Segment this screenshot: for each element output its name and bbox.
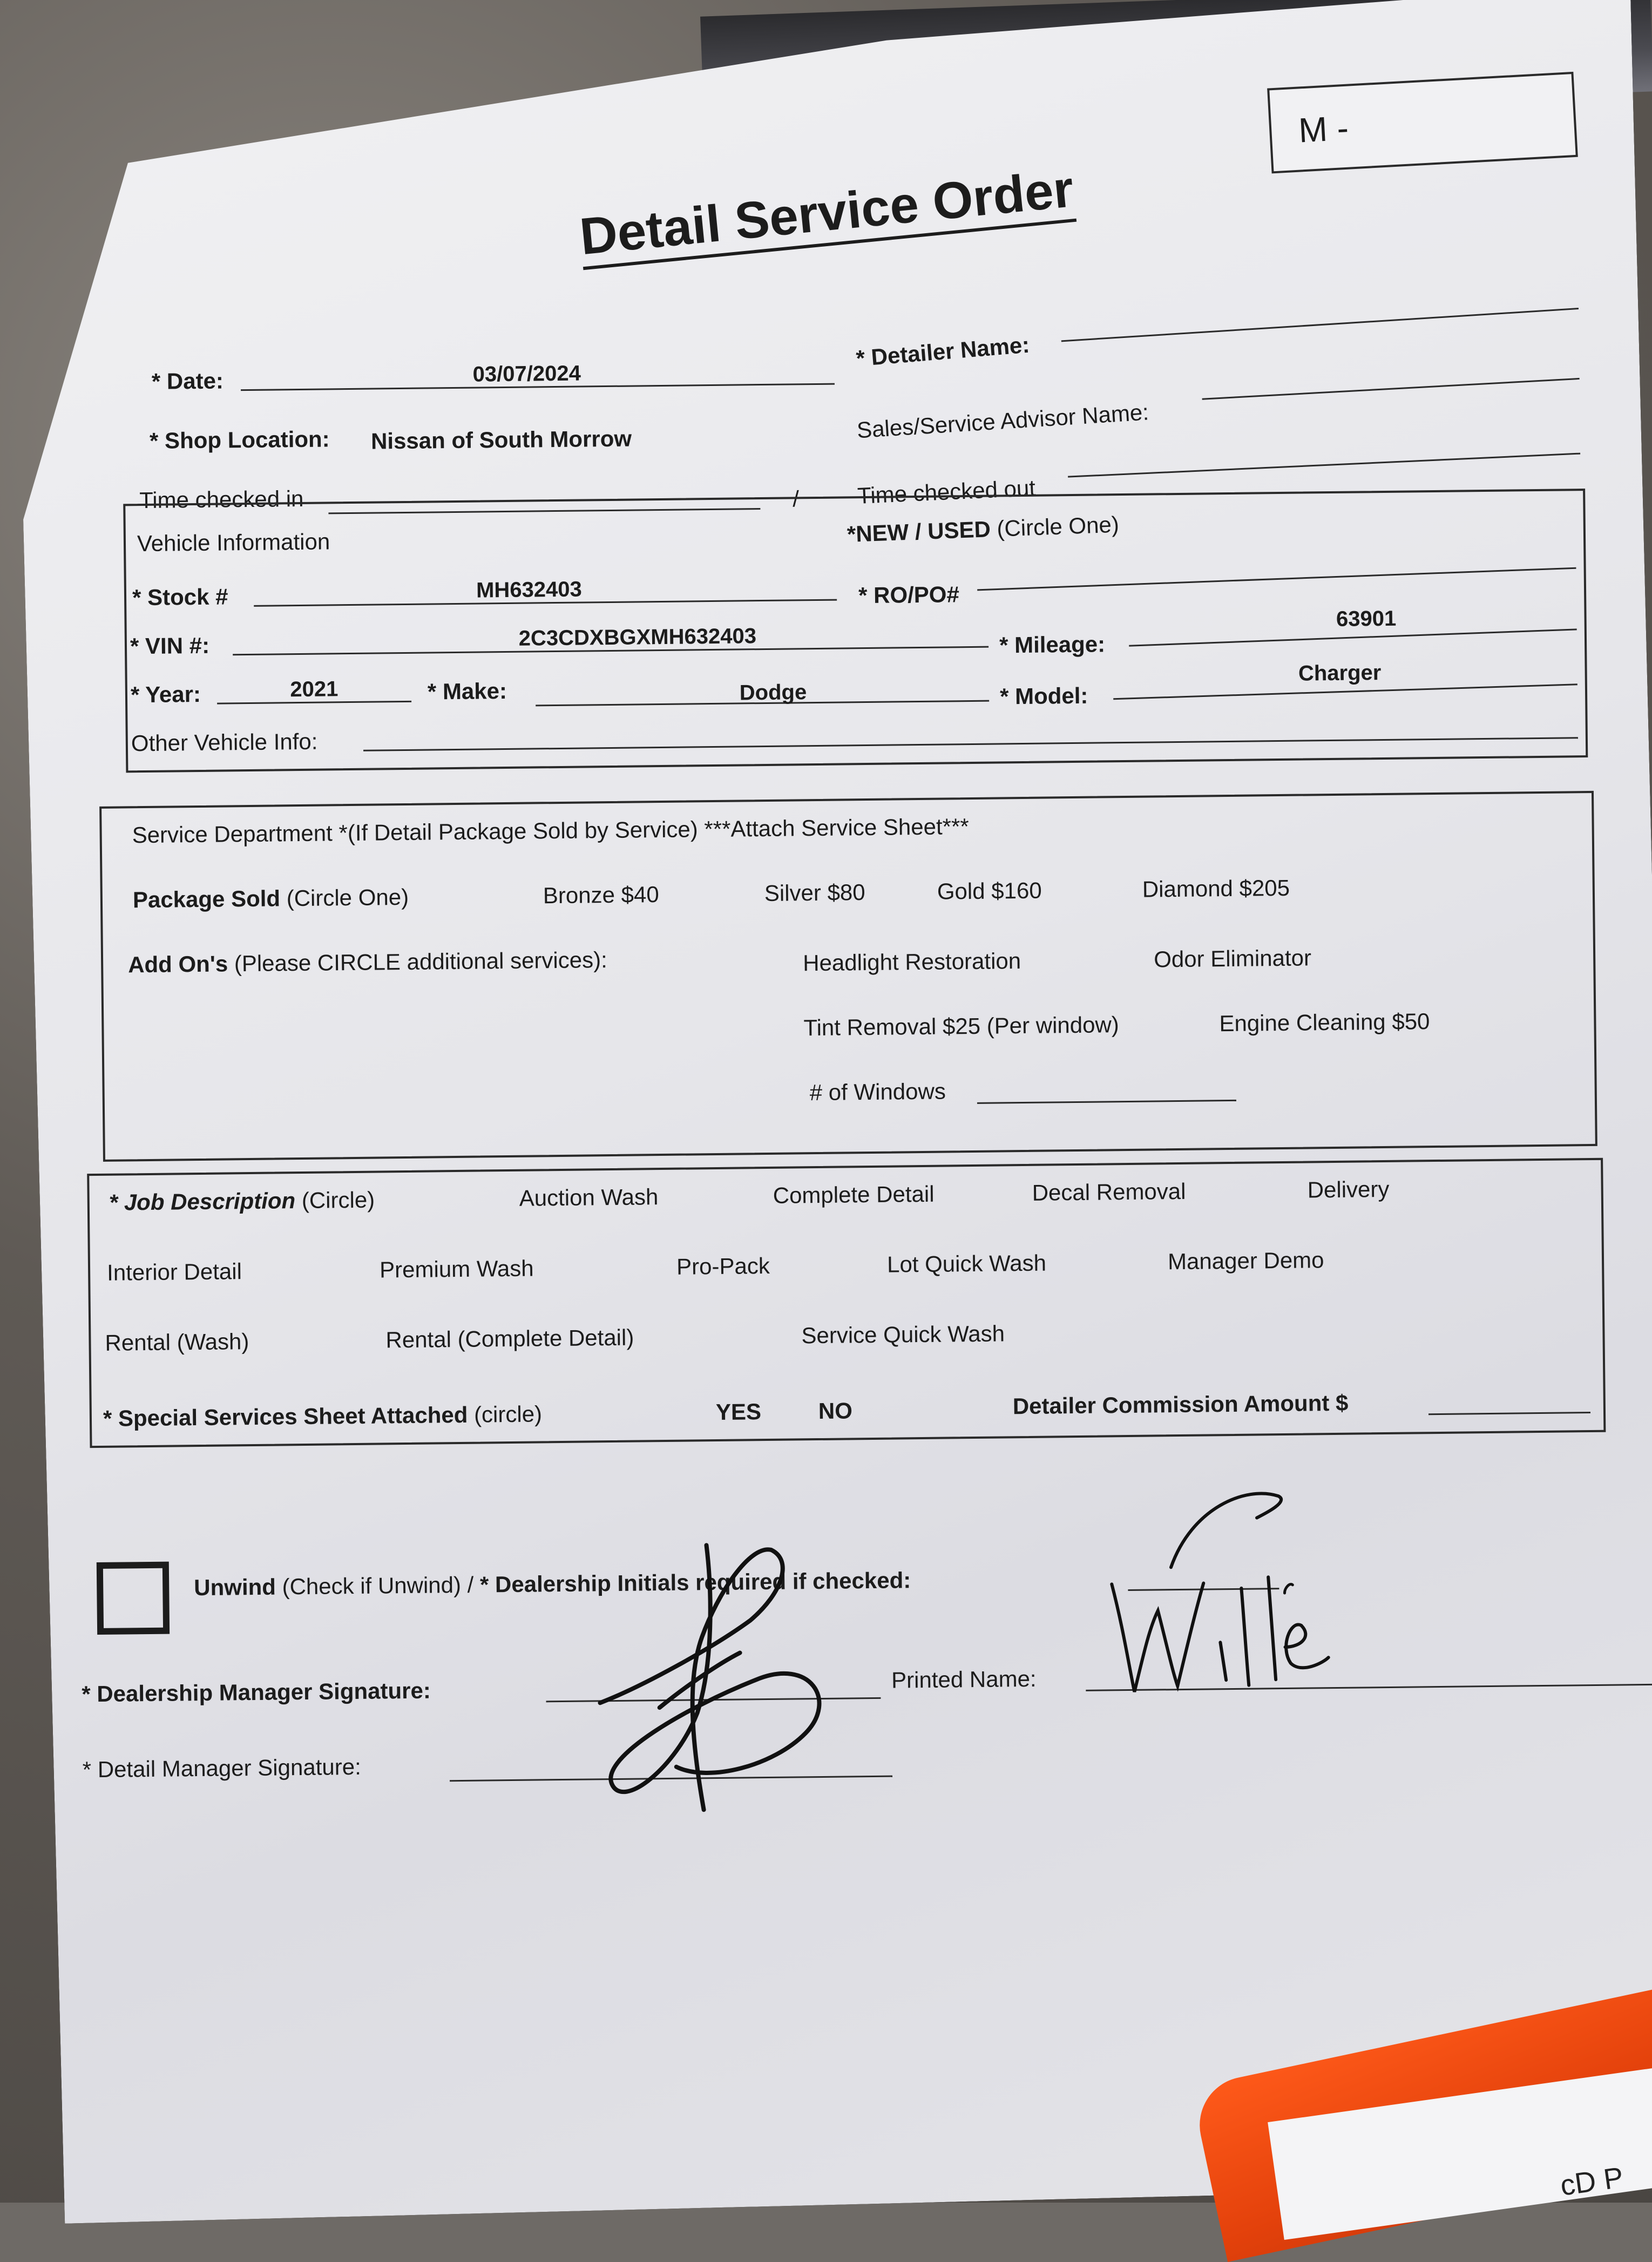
mileage-label: * Mileage: [999, 631, 1106, 658]
job-lot-quick-wash[interactable]: Lot Quick Wash [886, 1250, 1047, 1277]
detailer-name-label: * Detailer Name: [855, 331, 1031, 371]
make-label: * Make: [427, 678, 507, 705]
job-interior-detail[interactable]: Interior Detail [106, 1258, 242, 1285]
mileage-value[interactable]: 63901 [1336, 606, 1397, 631]
special-services-yes[interactable]: YES [715, 1399, 762, 1425]
m-number-box[interactable] [1267, 72, 1578, 173]
m-number-label: M - [1297, 108, 1350, 150]
special-services-note: (circle) [473, 1401, 543, 1427]
time-out-label: Time checked out [857, 475, 1036, 509]
job-rental-complete-detail[interactable]: Rental (Complete Detail) [385, 1324, 634, 1353]
ro-po-label: * RO/PO# [858, 581, 960, 608]
make-value[interactable]: Dodge [739, 680, 807, 705]
initials-label: * Dealership Initials required if checked: [479, 1567, 911, 1597]
add-ons-note: (Please CIRCLE additional services): [234, 947, 607, 977]
job-description-note: (Circle) [301, 1187, 375, 1214]
dealership-signature-scribble [577, 1527, 882, 1833]
job-service-quick-wash[interactable]: Service Quick Wash [801, 1320, 1005, 1349]
addon-tint-removal[interactable]: Tint Removal $25 (Per window) [803, 1012, 1120, 1041]
job-description-label: * Job Description [109, 1188, 296, 1215]
advisor-name-label: Sales/Service Advisor Name: [856, 399, 1150, 443]
stock-value[interactable]: MH632403 [476, 577, 583, 602]
add-ons-label: Add On's [127, 951, 228, 978]
advisor-name-line[interactable] [1202, 378, 1580, 400]
unwind-label: Unwind [194, 1574, 276, 1601]
dealership-signature-label: * Dealership Manager Signature: [82, 1677, 431, 1707]
job-premium-wash[interactable]: Premium Wash [379, 1255, 534, 1283]
unwind-checkbox[interactable] [97, 1562, 170, 1635]
package-sold-note: (Circle One) [286, 884, 409, 911]
job-auction-wash[interactable]: Auction Wash [519, 1184, 659, 1211]
package-silver[interactable]: Silver $80 [764, 879, 865, 906]
unwind-note: (Check if Unwind) / [282, 1572, 480, 1600]
date-value[interactable]: 03/07/2024 [472, 361, 581, 387]
job-complete-detail[interactable]: Complete Detail [773, 1181, 935, 1208]
addon-odor-eliminator[interactable]: Odor Eliminator [1153, 945, 1312, 972]
add-ons-field [128, 947, 607, 978]
vehicle-info-label: Vehicle Information [137, 529, 330, 557]
commission-label: Detailer Commission Amount $ [1012, 1390, 1349, 1419]
special-services-label: * Special Services Sheet Attached [103, 1401, 468, 1431]
printed-name-label: Printed Name: [891, 1665, 1037, 1693]
job-rental-wash[interactable]: Rental (Wash) [105, 1329, 249, 1356]
job-description-field [109, 1187, 375, 1216]
special-services-field [103, 1401, 543, 1432]
vin-label: * VIN #: [130, 632, 210, 659]
time-separator: / [792, 486, 800, 512]
stock-label: * Stock # [132, 584, 228, 611]
page-title: Detail Service Order [577, 159, 1076, 270]
package-sold-label: Package Sold [132, 885, 281, 913]
package-sold-field [133, 884, 409, 913]
time-in-label: Time checked in [139, 485, 304, 513]
package-diamond[interactable]: Diamond $205 [1142, 875, 1290, 902]
job-decal-removal[interactable]: Decal Removal [1032, 1178, 1186, 1206]
service-order-form [11, 100, 1625, 2114]
detail-manager-signature-label: * Detail Manager Signature: [82, 1753, 361, 1783]
windows-count-label: # of Windows [809, 1078, 946, 1106]
year-label: * Year: [130, 681, 201, 708]
model-label: * Model: [999, 682, 1088, 709]
date-label: * Date: [151, 368, 224, 394]
printed-name-handwriting [1105, 1485, 1334, 1714]
addon-engine-cleaning[interactable]: Engine Cleaning $50 [1219, 1008, 1430, 1037]
addon-headlight-restoration[interactable]: Headlight Restoration [802, 948, 1021, 976]
other-vehicle-info-label: Other Vehicle Info: [131, 728, 318, 756]
special-services-no[interactable]: NO [818, 1398, 853, 1424]
vin-value[interactable]: 2C3CDXBGXMH632403 [518, 624, 757, 651]
new-used-note: (Circle One) [996, 511, 1120, 541]
shop-location-label: * Shop Location: [149, 426, 330, 453]
time-out-line[interactable] [1068, 453, 1580, 478]
job-manager-demo[interactable]: Manager Demo [1167, 1247, 1324, 1275]
service-department-box [99, 791, 1597, 1162]
year-value[interactable]: 2021 [290, 677, 338, 702]
package-bronze[interactable]: Bronze $40 [543, 882, 659, 909]
job-pro-pack[interactable]: Pro-Pack [676, 1252, 770, 1279]
detailer-name-line[interactable] [1061, 308, 1579, 342]
job-delivery[interactable]: Delivery [1307, 1176, 1390, 1203]
shop-location-value[interactable]: Nissan of South Morrow [370, 425, 632, 454]
corner-text: cD P [1558, 2161, 1626, 2202]
new-used-label: *NEW / USED [847, 516, 991, 547]
service-header: Service Department *(If Detail Package Sold by Service) ***Attach Service Sheet*** [132, 814, 969, 848]
model-value[interactable]: Charger [1298, 661, 1382, 686]
package-gold[interactable]: Gold $160 [937, 877, 1042, 904]
